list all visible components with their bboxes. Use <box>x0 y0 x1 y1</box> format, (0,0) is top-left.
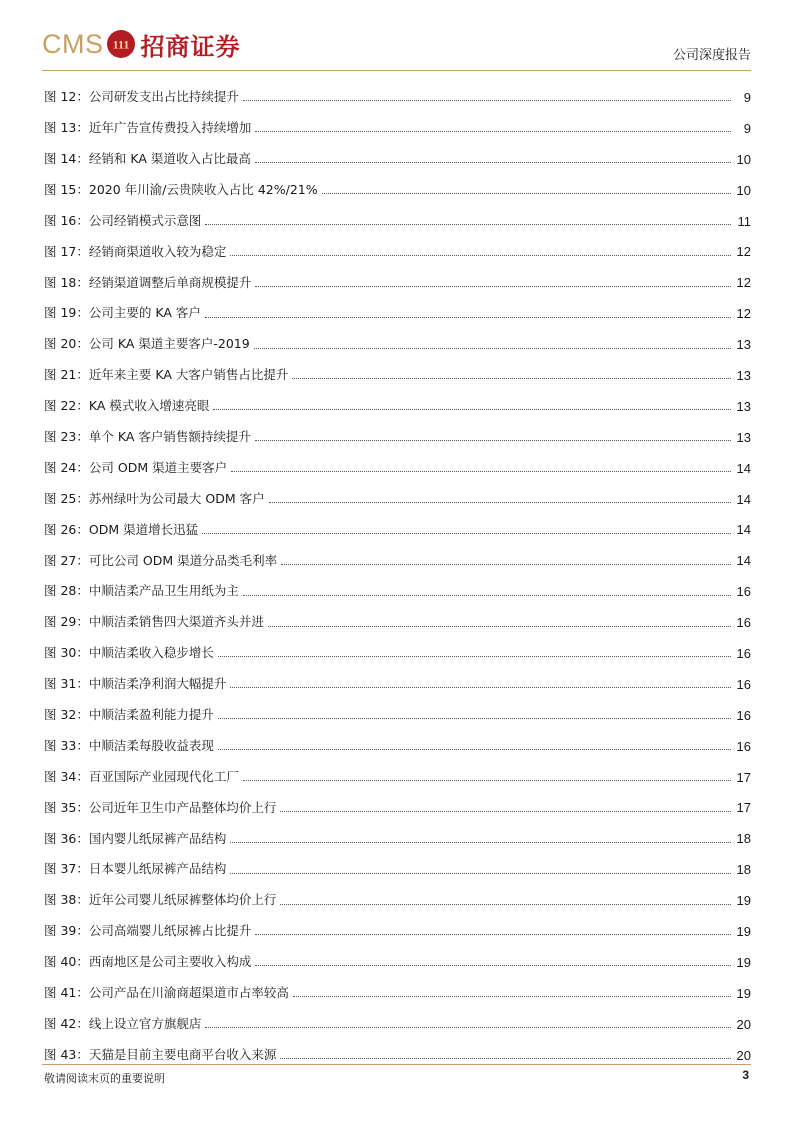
toc-leader-dots <box>293 987 731 997</box>
toc-entry-page: 18 <box>736 862 751 878</box>
toc-entry-page: 14 <box>736 553 751 569</box>
toc-leader-dots <box>255 925 731 935</box>
toc-entry-label: 图 30：中顺洁柔收入稳步增长 <box>44 645 214 661</box>
toc-entry-page: 9 <box>743 89 751 105</box>
toc-leader-dots <box>230 864 731 874</box>
toc-leader-dots <box>231 462 731 472</box>
toc-entry-label: 图 15：2020 年川渝/云贵陕收入占比 42%/21% <box>44 181 318 197</box>
toc-leader-dots <box>255 956 731 966</box>
toc-entry[interactable] <box>44 823 751 854</box>
toc-entry-page: 17 <box>736 769 751 785</box>
toc-entry-label: 图 39：公司高端婴儿纸尿裤占比提升 <box>44 923 252 939</box>
page-number: 3 <box>742 1068 749 1082</box>
toc-entry-page: 16 <box>736 738 751 754</box>
toc-entry-label: 图 40：西南地区是公司主要收入构成 <box>44 954 252 970</box>
toc-entry-label: 图 24：公司 ODM 渠道主要客户 <box>44 459 228 475</box>
toc-leader-dots <box>292 369 731 379</box>
toc-entry-label: 图 25：苏州绿叶为公司最大 ODM 客户 <box>44 490 265 506</box>
toc-entry[interactable] <box>44 514 751 545</box>
toc-entry-page: 19 <box>736 954 751 970</box>
toc-leader-dots <box>243 91 731 101</box>
toc-entry[interactable] <box>44 576 751 607</box>
toc-leader-dots <box>280 895 731 905</box>
toc-entry-label: 图 38：近年公司婴儿纸尿裤整体均价上行 <box>44 892 277 908</box>
toc-entry[interactable] <box>44 638 751 669</box>
page-header <box>42 22 751 70</box>
toc-entry-label: 图 29：中顺洁柔销售四大渠道齐头并进 <box>44 614 264 630</box>
toc-entry[interactable] <box>44 700 751 731</box>
toc-leader-dots <box>218 709 731 719</box>
toc-entry[interactable] <box>44 854 751 885</box>
toc-entry[interactable] <box>44 329 751 360</box>
toc-entry-label: 图 31：中顺洁柔净利润大幅提升 <box>44 676 227 692</box>
toc-entry-page: 20 <box>736 1047 751 1063</box>
toc-entry-label: 图 22：KA 模式收入增速亮眼 <box>44 398 210 414</box>
toc-entry-page: 17 <box>736 800 751 816</box>
toc-entry[interactable] <box>44 144 751 175</box>
toc-entry-label: 图 33：中顺洁柔每股收益表现 <box>44 737 214 753</box>
toc-entry[interactable] <box>44 762 751 793</box>
logo-cms-text: CMS <box>42 28 104 59</box>
toc-entry-page: 11 <box>737 213 751 229</box>
toc-entry-label: 图 21：近年来主要 KA 大客户销售占比提升 <box>44 367 289 383</box>
toc-entry-label: 图 13：近年广告宣传费投入持续增加 <box>44 120 252 136</box>
toc-entry-label: 图 26：ODM 渠道增长迅猛 <box>44 521 199 537</box>
toc-leader-dots <box>255 122 731 132</box>
toc-leader-dots <box>230 246 731 256</box>
toc-entry[interactable] <box>44 792 751 823</box>
footer-disclaimer: 敬请阅读末页的重要说明 <box>44 1072 165 1085</box>
toc-entry-page: 13 <box>736 398 751 414</box>
toc-entry-page: 16 <box>736 584 751 600</box>
toc-leader-dots <box>255 277 731 287</box>
toc-entry-page: 12 <box>736 244 751 260</box>
footer-divider <box>42 1064 751 1065</box>
toc-entry-page: 19 <box>736 893 751 909</box>
toc-entry[interactable] <box>44 422 751 453</box>
toc-leader-dots <box>205 1018 731 1028</box>
toc-entry-page: 14 <box>736 460 751 476</box>
toc-leader-dots <box>243 771 731 781</box>
toc-entry-label: 图 20：公司 KA 渠道主要客户-2019 <box>44 336 250 352</box>
toc-entry-page: 9 <box>743 120 751 136</box>
toc-leader-dots <box>230 833 731 843</box>
toc-entry[interactable] <box>44 298 751 329</box>
toc-entry-label: 图 34：百亚国际产业园现代化工厂 <box>44 768 239 784</box>
toc-leader-dots <box>218 647 731 657</box>
toc-entry[interactable] <box>44 236 751 267</box>
toc-entry-page: 20 <box>736 1016 751 1032</box>
toc-entry[interactable] <box>44 731 751 762</box>
toc-entry-page: 12 <box>736 306 751 322</box>
toc-entry-label: 图 28：中顺洁柔产品卫生用纸为主 <box>44 583 239 599</box>
toc-entry-page: 10 <box>736 182 751 198</box>
toc-entry-label: 图 23：单个 KA 客户销售额持续提升 <box>44 428 251 444</box>
toc-leader-dots <box>243 586 731 596</box>
toc-leader-dots <box>322 184 731 194</box>
figure-index-list <box>44 82 751 1071</box>
toc-entry-page: 12 <box>736 275 751 291</box>
toc-entry-page: 16 <box>736 676 751 692</box>
logo-emblem-icon <box>107 30 135 58</box>
toc-entry[interactable] <box>44 607 751 638</box>
toc-entry-label: 图 14：经销和 KA 渠道收入占比最高 <box>44 150 251 166</box>
toc-entry-page: 16 <box>736 615 751 631</box>
toc-entry[interactable] <box>44 267 751 298</box>
toc-entry[interactable] <box>44 82 751 113</box>
toc-leader-dots <box>202 524 731 534</box>
toc-entry[interactable] <box>44 1009 751 1040</box>
report-type: 公司深度报告 <box>672 48 751 63</box>
toc-entry-label: 图 35：公司近年卫生巾产品整体均价上行 <box>44 799 277 815</box>
toc-entry-label: 图 43：天猫是目前主要电商平台收入来源 <box>44 1046 277 1062</box>
toc-entry[interactable] <box>44 484 751 515</box>
toc-leader-dots <box>205 215 731 225</box>
toc-leader-dots <box>255 431 731 441</box>
toc-entry-page: 16 <box>736 645 751 661</box>
toc-entry-page: 13 <box>736 367 751 383</box>
toc-entry-page: 14 <box>736 491 751 507</box>
toc-entry-page: 13 <box>736 337 751 353</box>
toc-entry[interactable] <box>44 206 751 237</box>
toc-entry[interactable] <box>44 885 751 916</box>
toc-entry-label: 图 27：可比公司 ODM 渠道分品类毛利率 <box>44 552 278 568</box>
toc-entry[interactable] <box>44 947 751 978</box>
toc-entry-page: 14 <box>736 522 751 538</box>
toc-entry-label: 图 18：经销渠道调整后单商规模提升 <box>44 274 252 290</box>
toc-leader-dots <box>269 493 731 503</box>
toc-leader-dots <box>205 308 731 318</box>
toc-entry[interactable] <box>44 113 751 144</box>
toc-entry[interactable] <box>44 669 751 700</box>
toc-entry-page: 18 <box>736 831 751 847</box>
toc-entry-label: 图 16：公司经销模式示意图 <box>44 212 202 228</box>
toc-leader-dots <box>255 153 731 163</box>
toc-leader-dots <box>280 1049 731 1059</box>
toc-entry[interactable] <box>44 175 751 206</box>
toc-entry-label: 图 12：公司研发支出占比持续提升 <box>44 89 239 105</box>
toc-leader-dots <box>213 400 731 410</box>
logo-emblem-text: 111 <box>112 37 129 52</box>
toc-leader-dots <box>280 802 731 812</box>
toc-entry[interactable] <box>44 391 751 422</box>
toc-entry-label: 图 36：国内婴儿纸尿裤产品结构 <box>44 830 227 846</box>
toc-leader-dots <box>281 555 731 565</box>
toc-leader-dots <box>268 617 731 627</box>
toc-entry-page: 10 <box>736 151 751 167</box>
toc-entry[interactable] <box>44 1040 751 1071</box>
toc-entry-page: 13 <box>736 429 751 445</box>
toc-entry-label: 图 32：中顺洁柔盈利能力提升 <box>44 707 214 722</box>
toc-entry-label: 图 17：经销商渠道收入较为稳定 <box>44 243 227 259</box>
company-logo <box>42 26 241 62</box>
toc-leader-dots <box>218 740 731 750</box>
toc-entry[interactable] <box>44 545 751 576</box>
toc-entry-label: 图 41：公司产品在川渝商超渠道市占率较高 <box>44 985 289 1001</box>
toc-entry-page: 16 <box>736 707 751 723</box>
toc-leader-dots <box>254 339 731 349</box>
toc-entry-page: 19 <box>736 923 751 939</box>
toc-entry-page: 19 <box>736 985 751 1001</box>
toc-entry[interactable] <box>44 453 751 484</box>
toc-leader-dots <box>230 678 731 688</box>
toc-entry-label: 图 19：公司主要的 KA 客户 <box>44 305 201 321</box>
toc-entry-label: 图 37：日本婴儿纸尿裤产品结构 <box>44 861 227 877</box>
toc-entry[interactable] <box>44 360 751 391</box>
toc-entry-label: 图 42：线上设立官方旗舰店 <box>44 1015 202 1031</box>
logo-chinese-name: 招商证券 <box>140 31 241 61</box>
header-divider <box>42 70 751 71</box>
toc-entry[interactable] <box>44 978 751 1009</box>
toc-entry[interactable] <box>44 916 751 947</box>
